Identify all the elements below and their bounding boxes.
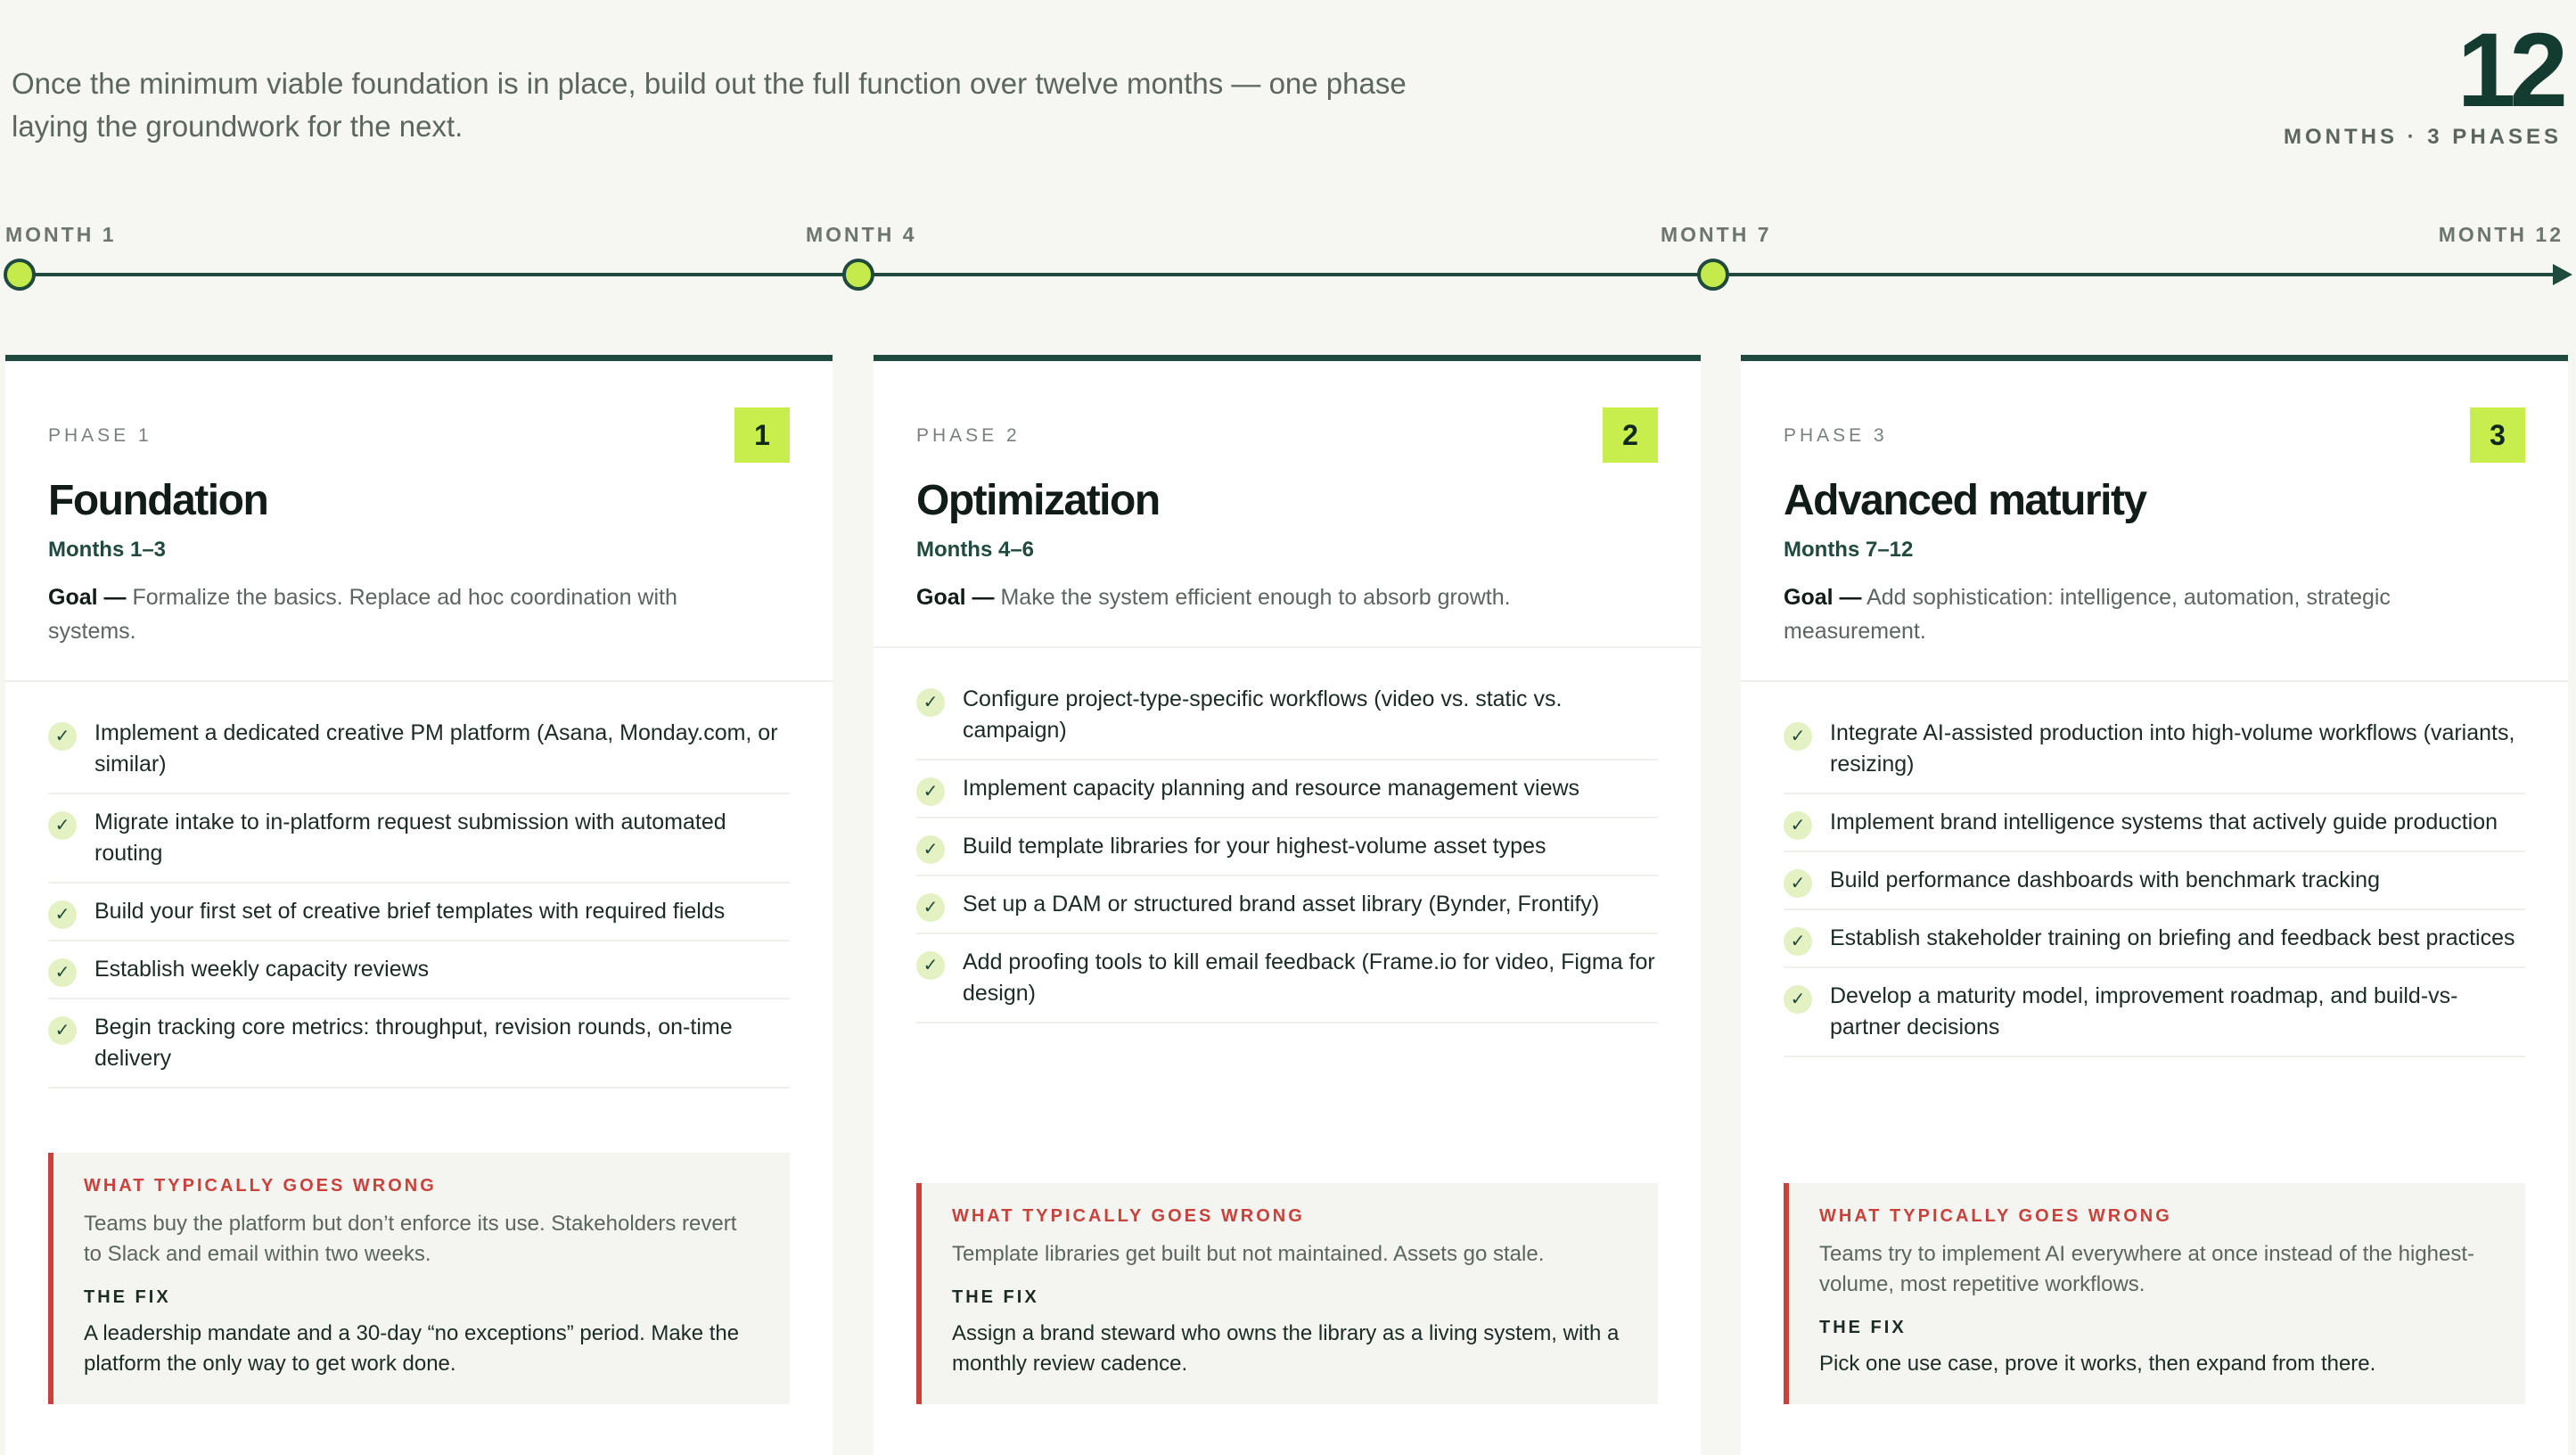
fix-label: THE FIX: [952, 1287, 1039, 1307]
phase-label: PHASE 2: [916, 425, 1021, 446]
phase-months: Months 7–12: [1784, 538, 1914, 562]
warning-label: WHAT TYPICALLY GOES WRONG: [84, 1176, 437, 1196]
check-icon: ✓: [48, 1016, 77, 1045]
phase-card-header: [874, 361, 1701, 648]
list-item-text: Integrate AI-assisted production into high-volume workflows (variants, resizing): [1830, 720, 2515, 777]
timeline-label-month-4: MONTH 4: [806, 223, 917, 246]
goal-label: Goal —: [1784, 585, 1862, 610]
list-item: [48, 705, 790, 794]
check-icon: ✓: [916, 688, 945, 717]
summary-number: 12: [2457, 12, 2562, 129]
fix-label: THE FIX: [1819, 1318, 1907, 1337]
check-icon: ✓: [916, 777, 945, 806]
goal-text: Make the system efficient enough to absorb growth.: [1000, 585, 1511, 610]
goal-text: Formalize the basics. Replace ad hoc coordination with systems.: [48, 585, 677, 644]
phase-title: Advanced maturity: [1784, 477, 2146, 524]
phase-months: Months 4–6: [916, 538, 1035, 562]
check-icon: ✓: [1784, 927, 1812, 956]
list-item: [916, 876, 1658, 934]
list-item: [916, 818, 1658, 876]
goal-label: Goal —: [48, 585, 127, 610]
list-item: [48, 794, 790, 884]
phase-goal: [1784, 580, 2425, 680]
goal-text: Add sophistication: intelligence, automation, strategic measurement.: [1784, 585, 2391, 644]
list-item: [916, 760, 1658, 818]
timeline: [0, 214, 2576, 303]
list-item: [48, 941, 790, 999]
intro-text: Once the minimum viable foundation is in place, build out the full function over twelve months — one phase laying the groundwork for the next.: [12, 67, 1407, 143]
phase-card-3: [1741, 355, 2568, 1455]
warning-label: WHAT TYPICALLY GOES WRONG: [1819, 1206, 2172, 1226]
list-item-text: Implement capacity planning and resource management views: [963, 776, 1580, 801]
list-item-text: Set up a DAM or structured brand asset library (Bynder, Frontify): [963, 892, 1600, 917]
warning-text: Teams try to implement AI everywhere at once instead of the highest-volume, most repetitive workflows.: [1819, 1242, 2475, 1296]
timeline-label-month-7: MONTH 7: [1661, 223, 1772, 246]
warning-box: [1784, 1183, 2525, 1404]
list-item: [48, 999, 790, 1089]
warning-label: WHAT TYPICALLY GOES WRONG: [952, 1206, 1305, 1226]
phase-number-badge: 1: [734, 407, 790, 463]
list-item-text: Establish stakeholder training on briefing and feedback best practices: [1830, 925, 2515, 950]
check-icon: ✓: [916, 835, 945, 864]
phase-title: Foundation: [48, 477, 268, 524]
list-item: [48, 884, 790, 941]
phase-item-list: [874, 648, 1701, 1023]
timeline-dot-month-1: [4, 259, 36, 291]
list-item: [916, 934, 1658, 1023]
check-icon: ✓: [1784, 811, 1812, 840]
timeline-dot-month-4: [842, 259, 874, 291]
check-icon: ✓: [1784, 722, 1812, 751]
phase-card-1: [5, 355, 833, 1455]
phase-number-badge: 2: [1603, 407, 1658, 463]
check-icon: ✓: [916, 951, 945, 980]
list-item-text: Establish weekly capacity reviews: [94, 957, 430, 982]
timeline-arrow-icon: [2553, 264, 2572, 285]
list-item-text: Migrate intake to in-platform request submission with automated routing: [94, 810, 726, 866]
list-item-text: Implement a dedicated creative PM platform (Asana, Monday.com, or similar): [94, 720, 778, 777]
list-item-text: Build performance dashboards with benchmark tracking: [1830, 867, 2380, 892]
timeline-label-month-1: MONTH 1: [5, 223, 117, 246]
phase-card-2: [874, 355, 1701, 1455]
phase-title: Optimization: [916, 477, 1160, 524]
warning-box: [48, 1153, 790, 1404]
phase-item-list: [1741, 682, 2568, 1057]
check-icon: ✓: [1784, 869, 1812, 898]
phase-goal: [48, 580, 690, 680]
list-item-text: Build template libraries for your highest-volume asset types: [963, 834, 1546, 859]
phase-months: Months 1–3: [48, 538, 167, 562]
list-item: [1784, 852, 2525, 910]
phase-card-header: [1741, 361, 2568, 682]
warning-text: Teams buy the platform but don’t enforce its use. Stakeholders revert to Slack and email within two weeks.: [84, 1212, 737, 1266]
phase-number-badge: 3: [2470, 407, 2525, 463]
timeline-label-month-12: MONTH 12: [2438, 223, 2564, 246]
check-icon: ✓: [48, 958, 77, 987]
timeline-dot-month-7: [1697, 259, 1729, 291]
phase-label: PHASE 3: [1784, 425, 1888, 446]
fix-text: Assign a brand steward who owns the library as a living system, with a monthly review cadence.: [952, 1321, 1620, 1376]
warning-box: [916, 1183, 1658, 1404]
list-item: [916, 671, 1658, 760]
list-item-text: Implement brand intelligence systems that actively guide production: [1830, 810, 2498, 834]
timeline-line: [20, 273, 2555, 276]
summary-label: MONTHS · 3 PHASES: [2283, 125, 2562, 149]
check-icon: ✓: [1784, 985, 1812, 1014]
list-item-text: Configure project-type-specific workflows (video vs. static vs. campaign): [963, 686, 1563, 743]
phase-item-list: [5, 682, 833, 1089]
list-item: [1784, 968, 2525, 1057]
list-item-text: Build your first set of creative brief templates with required fields: [94, 899, 726, 924]
list-item-text: Begin tracking core metrics: throughput, revision rounds, on-time delivery: [94, 1015, 733, 1071]
phase-label: PHASE 1: [48, 425, 152, 446]
phase-card-header: [5, 361, 833, 682]
list-item: [1784, 794, 2525, 852]
phase-goal: [916, 580, 1620, 646]
fix-text: Pick one use case, prove it works, then expand from there.: [1819, 1352, 2376, 1376]
list-item-text: Add proofing tools to kill email feedback (Frame.io for video, Figma for design): [963, 949, 1655, 1006]
check-icon: ✓: [48, 811, 77, 840]
goal-label: Goal —: [916, 585, 995, 610]
list-item: [1784, 705, 2525, 794]
fix-label: THE FIX: [84, 1287, 171, 1307]
fix-text: A leadership mandate and a 30-day “no exceptions” period. Make the platform the only way to get work done.: [84, 1321, 740, 1376]
list-item: [1784, 910, 2525, 968]
warning-text: Template libraries get built but not maintained. Assets go stale.: [952, 1242, 1545, 1266]
check-icon: ✓: [916, 893, 945, 922]
list-item-text: Develop a maturity model, improvement roadmap, and build-vs-partner decisions: [1830, 983, 2458, 1040]
check-icon: ✓: [48, 900, 77, 929]
check-icon: ✓: [48, 722, 77, 751]
